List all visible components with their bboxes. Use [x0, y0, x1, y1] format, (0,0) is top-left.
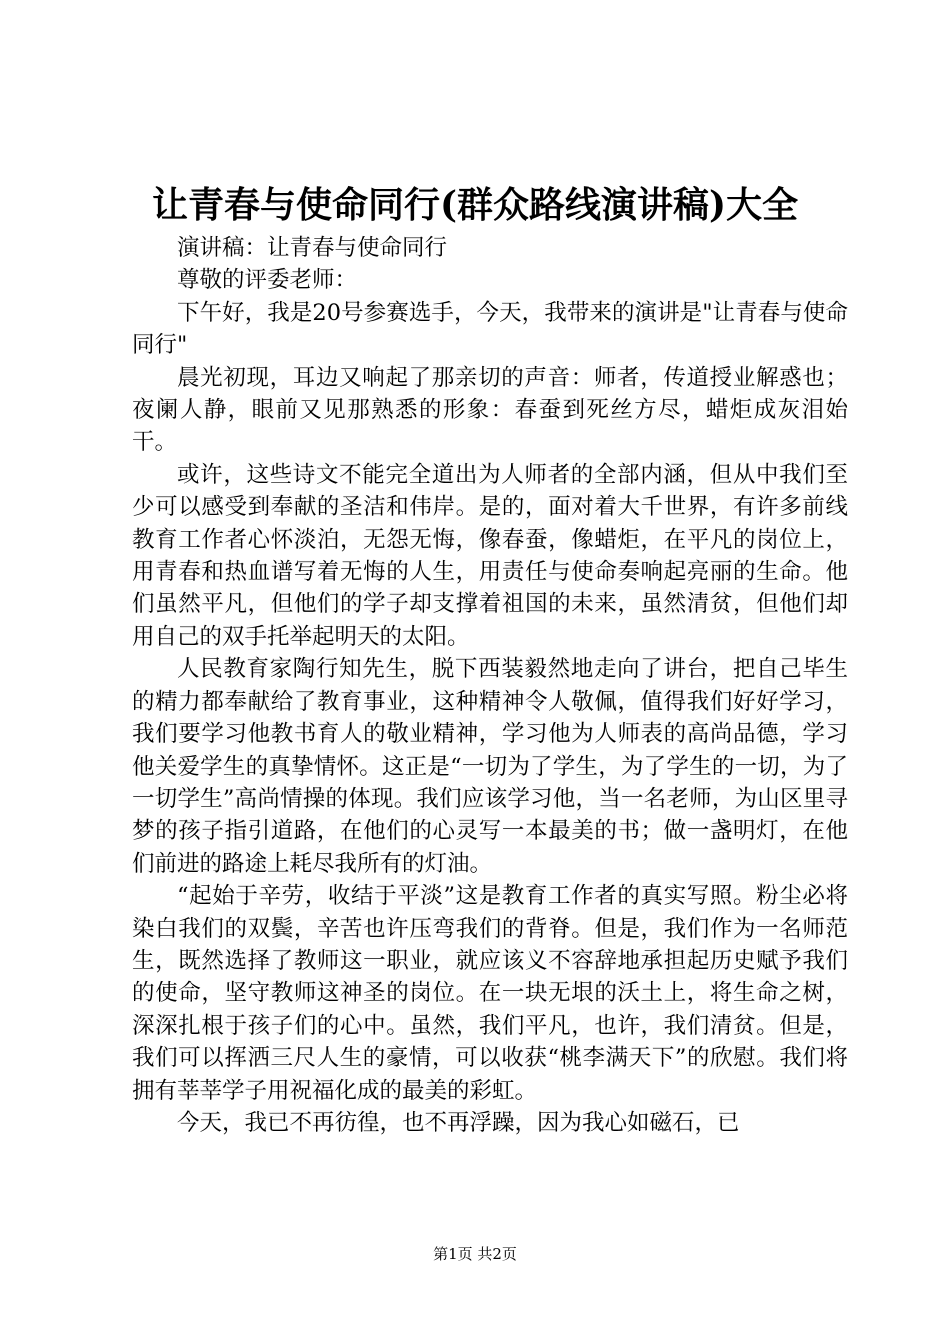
paragraph: 演讲稿：让青春与使命同行: [177, 235, 448, 261]
paragraph: 晨光初现，耳边又响起了那亲切的声音：师者，传道授业解惑也；夜阑人静，眼前又见那熟悉的形象：春蚕到死丝方尽，蜡炬成灰泪始干。: [132, 364, 848, 456]
paragraph: 今天，我已不再彷徨，也不再浮躁，因为我心如磁石，已: [177, 1109, 740, 1136]
paragraph: 下午好，我是20号参赛选手，今天，我带来的演讲是"让青春与使命同行": [132, 299, 848, 359]
document-body: [132, 232, 848, 1139]
page-number-footer: 第1页 共2页: [433, 1245, 517, 1263]
document-title: 让青春与使命同行(群众路线演讲稿)大全: [151, 184, 799, 226]
paragraph: 尊敬的评委老师：: [177, 267, 358, 294]
paragraph: “起始于辛劳，收结于平淡”这是教育工作者的真实写照。粉尘必将染白我们的双鬓，辛苦也许压弯我们的背脊。但是，我们作为一名师范生，既然选择了教师这一职业，就应该义不容辞地承担起历史赋予我们的使命，坚守教师这神圣的岗位。在一块无垠的沃土上，将生命之树，深深扎根于孩子们的心中。虽然，我们平凡，也许，我们清贫。但是，我们可以挥洒三尺人生的豪情，可以收获“桃李满天下”的欣慰。我们将拥有莘莘学子用祝福化成的最美的彩虹。: [132, 883, 848, 1104]
paragraph: 人民教育家陶行知先生，脱下西装毅然地走向了讲台，把自己毕生的精力都奉献给了教育事业，这种精神令人敬佩，值得我们好好学习，我们要学习他教书育人的敬业精神，学习他为人师表的高尚品德，学习他关爱学生的真挚情怀。这正是“一切为了学生，为了学生的一切，为了一切学生”高尚情操的体现。我们应该学习他，当一名老师，为山区里寻梦的孩子指引道路，在他们的心灵写一本最美的书；做一盏明灯，在他们前进的路途上耗尽我所有的灯油。: [132, 656, 848, 877]
paragraph: 或许，这些诗文不能完全道出为人师者的全部内涵，但从中我们至少可以感受到奉献的圣洁和伟岸。是的，面对着大千世界，有许多前线教育工作者心怀淡泊，无怨无悔，像春蚕，像蜡炬，在平凡的岗位上，用青春和热血谱写着无悔的人生，用责任与使命奏响起亮丽的生命。他们虽然平凡，但他们的学子却支撑着祖国的未来，虽然清贫，但他们却用自己的双手托举起明天的太阳。: [132, 461, 848, 650]
